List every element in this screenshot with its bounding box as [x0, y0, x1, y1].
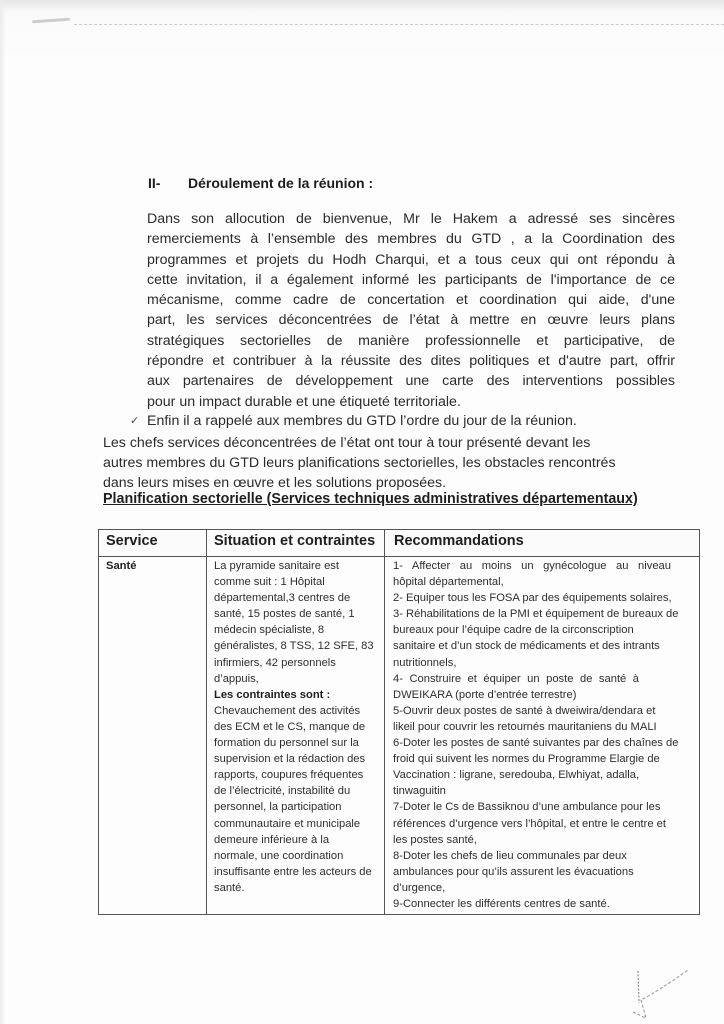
paragraph-line: dans leurs mises en œuvre et les solutions proposées.: [103, 475, 447, 491]
recommendation-line: nutritionnels,: [393, 656, 457, 669]
recommendation-line: 6-Doter les postes de santé suivantes par des chaînes de: [393, 737, 679, 750]
recommendation-line: références d’urgence vers l’hôpital, et entre le centre et: [393, 817, 667, 830]
cell-recommendations: [385, 557, 699, 914]
cell-situation: [207, 557, 385, 914]
constraint-line: personnel, la participation: [214, 801, 342, 814]
constraint-line: de l’électricité, instabilité du: [214, 785, 351, 798]
recommendation-line: likeil pour couvrir les retournés mauritaniens du MALI: [393, 720, 657, 733]
situation-line: infirmiers, 42 personnels: [214, 656, 336, 669]
paragraph-line: autres membres du GTD leurs planifications sectorielles, les obstacles rencontrés: [103, 455, 616, 471]
intro-paragraph: [147, 209, 675, 412]
recommendation-line: hôpital départemental,: [393, 576, 504, 589]
recommendation-line: DWEIKARA (porte d’entrée terrestre): [393, 688, 577, 701]
constraint-line: Chevauchement des activités: [214, 704, 361, 717]
paragraph-line: cette invitation, il a également informé les participants de l'importance de ce: [147, 271, 675, 288]
recommendation-line: ambulances pour qu’ils assurent les évacuations: [393, 865, 634, 878]
header-rule: [74, 24, 724, 25]
service-name: Santé: [106, 560, 137, 572]
bullet-text: Enfin il a rappelé aux membres du GTD l’ordre du jour de la réunion.: [147, 413, 577, 429]
recommendation-line: Vaccination : ligrane, seredouba, Elwhiyat, adalla,: [393, 769, 640, 782]
table-row: [99, 557, 699, 914]
paragraph-line: remerciements à l’ensemble des membres du GTD , a la Coordination des: [147, 231, 675, 248]
paragraph-line: Les chefs services déconcentrées de l’état ont tour à tour présenté devant les: [103, 435, 591, 451]
scan-edge-top: [0, 0, 724, 10]
sector-planning-table: [98, 529, 700, 915]
constraint-line: supervision et la rédaction des: [214, 753, 366, 766]
constraint-line: demeure inférieure à la: [214, 833, 330, 846]
bullet-item: [130, 413, 577, 429]
header-service: Service: [99, 530, 207, 557]
situation-line: comme suit : 1 Hôpital: [214, 576, 325, 589]
recommendation-line: tinwaguitin: [393, 785, 446, 798]
constraint-line: normale, une coordination: [214, 849, 344, 862]
recommendation-line: 8-Doter les chefs de lieu communales par deux: [393, 849, 627, 862]
recommendation-line: sanitaire et d’un stock de médicaments et des intrants: [393, 640, 660, 653]
recommendation-line: d’urgence,: [393, 881, 446, 894]
paragraph-line: stratégiques sectorielles de manière professionnelle et participative, de: [147, 332, 675, 349]
situation-line: d’appuis,: [214, 672, 259, 685]
constraint-line: communautaire et municipale: [214, 817, 361, 830]
paragraph-line: part, les services déconcentrées de l’état à mettre en œuvre leurs plans: [147, 312, 675, 329]
constraint-line: santé.: [214, 881, 245, 894]
constraint-line: des ECM et le CS, manque de: [214, 720, 366, 733]
recommendation-line: 2- Equiper tous les FOSA par des équipements solaires,: [393, 592, 672, 605]
body-paragraph: [103, 433, 663, 493]
constraint-line: formation du personnel sur la: [214, 737, 359, 750]
situation-line: généralistes, 8 TSS, 12 SFE, 83: [214, 640, 374, 653]
checkmark-bullet-icon: ✓: [130, 415, 140, 427]
header-recommendations: Recommandations: [385, 530, 699, 557]
section-title: Déroulement de la réunion :: [188, 175, 374, 191]
situation-line: La pyramide sanitaire est: [214, 560, 339, 572]
handwritten-signature-icon: [630, 960, 720, 1020]
table-header-row: [99, 530, 699, 557]
paragraph-line: Dans son allocution de bienvenue, Mr le Hakem a adressé ses sincères: [147, 211, 675, 227]
subsection-title: Planification sectorielle (Services techniques administratives départementaux): [103, 491, 638, 507]
situation-line: médecin spécialiste, 8: [214, 624, 325, 637]
recommendation-line: 3- Réhabilitations de la PMI et équipement de bureaux de: [393, 608, 679, 621]
recommendation-line: bureaux pour l’équipe cadre de la circonscription: [393, 624, 634, 637]
constraint-line: rapports, coupures fréquentes: [214, 769, 364, 782]
situation-line: départemental,3 centres de: [214, 592, 351, 605]
recommendation-line: 5-Ouvrir deux postes de santé à dweiwira/dendara et: [393, 704, 656, 717]
section-heading: [148, 175, 373, 191]
scan-edge-left: [0, 0, 6, 1024]
section-number: II-: [148, 175, 161, 191]
paragraph-line: aux partenaires de développement une carte des interventions possibles: [147, 373, 675, 390]
paragraph-line: pour un impact durable et une étiqueté territoriale.: [147, 393, 461, 410]
recommendation-line: 9-Connecter les différents centres de santé.: [393, 897, 610, 910]
recommendation-line: froid qui suivent les normes du Programme Elargie de: [393, 753, 660, 766]
paragraph-line: programmes et projets du Hodh Charqui, et a tous ceux qui ont répondu à: [147, 251, 675, 268]
recommendation-line: 7-Doter le Cs de Bassiknou d’une ambulance pour les: [393, 801, 661, 814]
constraints-label: Les contraintes sont :: [214, 688, 331, 701]
paragraph-line: mécanisme, comme cadre de concertation et coordination qui aide, d'une: [147, 292, 675, 309]
constraint-line: insuffisante entre les acteurs de: [214, 865, 372, 878]
header-pen-mark: [32, 18, 70, 24]
cell-service: [99, 557, 207, 914]
situation-line: santé, 15 postes de santé, 1: [214, 608, 355, 621]
header-situation: Situation et contraintes: [207, 530, 385, 557]
recommendation-line: les postes santé,: [393, 833, 477, 846]
paragraph-line: répondre et contribuer à la réussite des dites politiques et d'autre part, offrir: [147, 353, 675, 370]
recommendation-line: 4- Construire et équiper un poste de santé à: [393, 672, 639, 685]
recommendation-line: 1- Affecter au moins un gynécologue au niveau: [393, 560, 671, 572]
